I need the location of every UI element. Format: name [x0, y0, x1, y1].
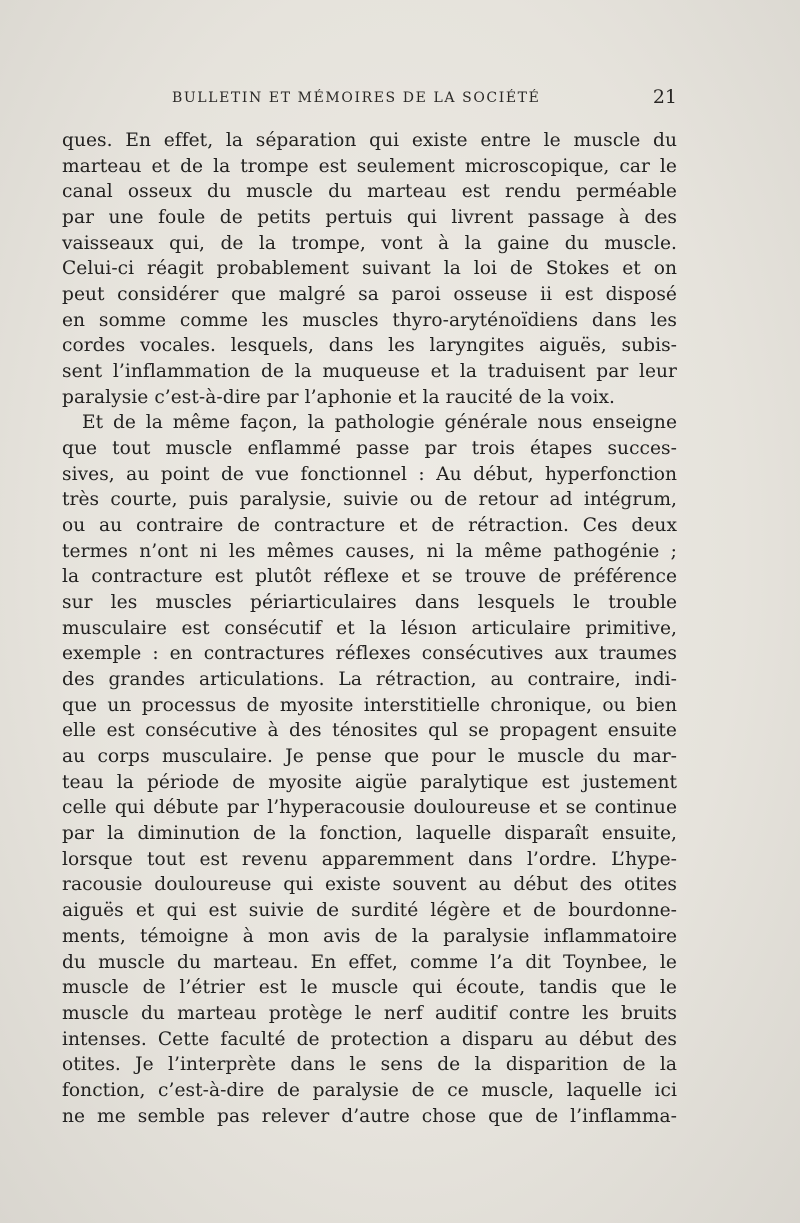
text-line: fonction, c’est-à-dire de paralysie de ce muscle, laquelle ici [62, 1079, 677, 1101]
running-head [62, 88, 677, 112]
text-line: paralysie c’est-à-dire par l’aphonie et la raucité de la voix. [62, 386, 616, 408]
running-title: BULLETIN ET MÉMOIRES DE LA SOCIÉTÉ [172, 90, 541, 106]
text-line: la contracture est plutôt réflexe et se trouve de préférence [62, 566, 677, 588]
text-line: par une foule de petits pertuis qui livrent passage à des [62, 207, 677, 229]
text-line: marteau et de la trompe est seulement microscopique, car le [62, 155, 677, 177]
text-line: très courte, puis paralysie, suivie ou de retour ad intégrum, [62, 489, 677, 511]
text-line: Celui-ci réagit probablement suivant la loi de Stokes et on [62, 258, 677, 280]
text-line: musculaire est consécutif et la lésıon articulaire primitive, [62, 617, 677, 639]
text-line: peut considérer que malgré sa paroi osseuse ii est disposé [62, 284, 677, 306]
page-number: 21 [652, 86, 677, 108]
text-line: termes n’ont ni les mêmes causes, ni la même pathogénie ; [62, 540, 677, 562]
text-line: exemple : en contractures réflexes consécutives aux traumes [62, 643, 677, 665]
text-line: en somme comme les muscles thyro-aryténoïdiens dans les [62, 309, 677, 331]
text-line: sur les muscles périarticulaires dans lesquels le trouble [62, 592, 677, 614]
text-line: par la diminution de la fonction, laquelle disparaît ensuite, [62, 823, 677, 845]
text-line: intenses. Cette faculté de protection a disparu au début des [62, 1028, 677, 1050]
text-line: que tout muscle enflammé passe par trois étapes succes- [62, 438, 677, 460]
text-line: du muscle du marteau. En effet, comme l’a dit Toynbee, le [62, 951, 677, 973]
text-line: sives, au point de vue fonctionnel : Au début, hyperfonction [62, 463, 677, 485]
text-line: ne me semble pas relever d’autre chose que de l’inflamma- [62, 1105, 677, 1127]
text-line: Et de la même façon, la pathologie générale nous enseigne [82, 412, 677, 434]
text-line: au corps musculaire. Je pense que pour le muscle du mar- [62, 746, 677, 768]
text-line: teau la période de myosite aigüe paralytique est justement [62, 771, 677, 793]
text-line: celle qui débute par l’hyperacousie douloureuse et se continue [62, 797, 677, 819]
text-line: aiguës et qui est suivie de surdité légère et de bourdonne- [62, 900, 677, 922]
text-line: lorsque tout est revenu apparemment dans l’ordre. L’hype- [62, 848, 677, 870]
text-line: otites. Je l’interprète dans le sens de la disparition de la [62, 1054, 677, 1076]
text-line: que un processus de myosite interstitielle chronique, ou bien [62, 694, 677, 716]
text-line: des grandes articulations. La rétraction, au contraire, indi- [62, 669, 677, 691]
text-line: ques. En effet, la séparation qui existe entre le muscle du [62, 130, 677, 151]
text-line: muscle de l’étrier est le muscle qui écoute, tandis que le [62, 977, 677, 999]
text-line: ments, témoigne à mon avis de la paralysie inflammatoire [62, 925, 677, 947]
text-line: racousie douloureuse qui existe souvent au début des otites [62, 874, 677, 896]
text-line: canal osseux du muscle du marteau est rendu perméable [62, 181, 677, 203]
body-text [62, 128, 677, 1129]
text-line: muscle du marteau protège le nerf auditif contre les bruits [62, 1002, 677, 1024]
text-line: ou au contraire de contracture et de rétraction. Ces deux [62, 515, 677, 537]
text-line: sent l’inflammation de la muqueuse et la traduisent par leur [62, 361, 677, 383]
text-line: elle est consécutive à des ténosites qul se propagent ensuite [62, 720, 677, 742]
text-line: cordes vocales. lesquels, dans les laryngites aiguës, subis- [62, 335, 677, 357]
text-line: vaisseaux qui, de la trompe, vont à la gaine du muscle. [62, 232, 677, 254]
